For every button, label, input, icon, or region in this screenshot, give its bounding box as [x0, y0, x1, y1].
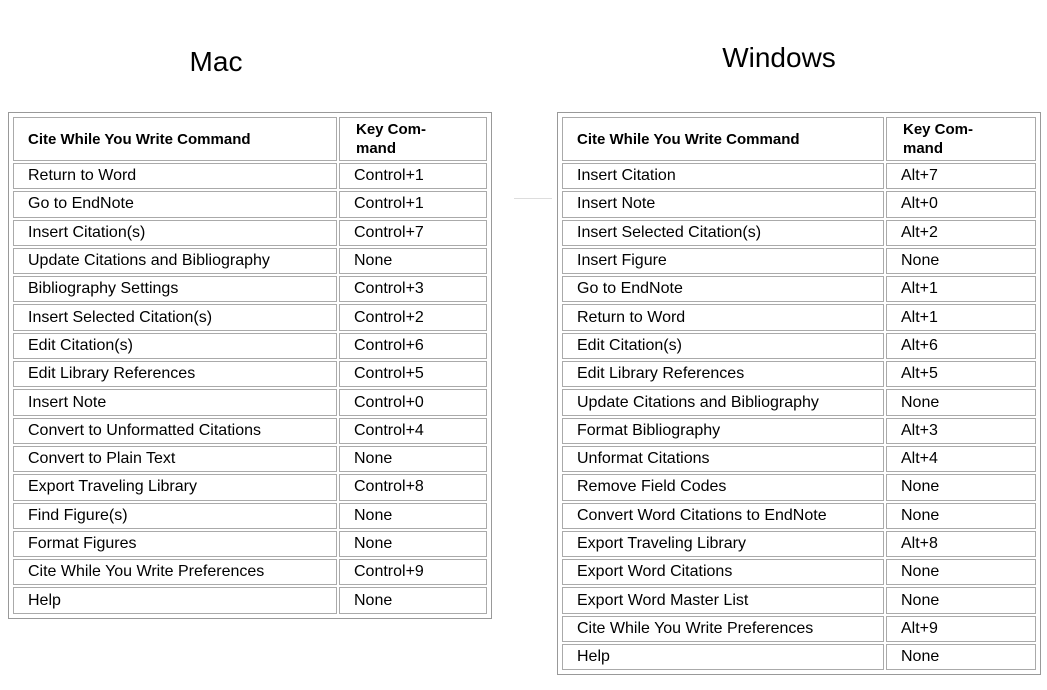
command-cell: Export Word Citations — [562, 559, 884, 585]
key-cell: Alt+4 — [886, 446, 1036, 472]
table-row — [562, 531, 1036, 557]
command-cell: Remove Field Codes — [562, 474, 884, 500]
command-cell: Update Citations and Bibliography — [13, 248, 337, 274]
command-cell: Export Word Master List — [562, 587, 884, 613]
key-cell: None — [339, 587, 487, 613]
key-cell: Control+2 — [339, 304, 487, 330]
key-cell: Control+4 — [339, 418, 487, 444]
table-row — [562, 220, 1036, 246]
command-column-header: Cite While You Write Command — [13, 117, 337, 161]
command-cell: Help — [562, 644, 884, 670]
key-cell: Control+6 — [339, 333, 487, 359]
key-cell: Alt+0 — [886, 191, 1036, 217]
command-cell: Convert to Plain Text — [13, 446, 337, 472]
key-cell: None — [886, 644, 1036, 670]
key-cell: Control+8 — [339, 474, 487, 500]
command-cell: Update Citations and Bibliography — [562, 389, 884, 415]
key-cell: None — [886, 559, 1036, 585]
table-row — [562, 333, 1036, 359]
command-cell: Find Figure(s) — [13, 503, 337, 529]
command-cell: Format Bibliography — [562, 418, 884, 444]
table-row — [13, 361, 487, 387]
key-cell: Control+0 — [339, 389, 487, 415]
command-cell: Format Figures — [13, 531, 337, 557]
table-row — [562, 503, 1036, 529]
table-row — [13, 220, 487, 246]
table-row — [13, 559, 487, 585]
table-row — [562, 361, 1036, 387]
table-header-row — [562, 117, 1036, 161]
key-column-header: Key Com- mand — [339, 117, 487, 161]
table-row — [13, 587, 487, 613]
command-cell: Insert Note — [562, 191, 884, 217]
table-row — [562, 248, 1036, 274]
table-row — [13, 304, 487, 330]
table-row — [13, 163, 487, 189]
key-cell: None — [886, 503, 1036, 529]
key-cell: None — [339, 503, 487, 529]
command-cell: Export Traveling Library — [562, 531, 884, 557]
key-cell: Alt+1 — [886, 276, 1036, 302]
key-cell: None — [339, 446, 487, 472]
key-cell: Control+3 — [339, 276, 487, 302]
command-cell: Edit Citation(s) — [13, 333, 337, 359]
command-cell: Cite While You Write Preferences — [13, 559, 337, 585]
key-cell: Alt+7 — [886, 163, 1036, 189]
table-header-row — [13, 117, 487, 161]
table-row — [13, 446, 487, 472]
table-row — [13, 531, 487, 557]
command-cell: Edit Citation(s) — [562, 333, 884, 359]
command-cell: Unformat Citations — [562, 446, 884, 472]
key-cell: Control+1 — [339, 163, 487, 189]
table-row — [562, 616, 1036, 642]
table-row — [13, 474, 487, 500]
key-cell: Alt+8 — [886, 531, 1036, 557]
table-row — [13, 389, 487, 415]
command-cell: Insert Figure — [562, 248, 884, 274]
table-row — [562, 446, 1036, 472]
key-cell: None — [886, 587, 1036, 613]
key-cell: None — [886, 248, 1036, 274]
table-row — [13, 333, 487, 359]
command-cell: Convert to Unformatted Citations — [13, 418, 337, 444]
key-cell: Control+1 — [339, 191, 487, 217]
table-row — [13, 191, 487, 217]
table-row — [562, 418, 1036, 444]
table-row — [562, 389, 1036, 415]
table-row — [562, 474, 1036, 500]
windows-title: Windows — [722, 42, 836, 73]
command-cell: Insert Selected Citation(s) — [562, 220, 884, 246]
mac-shortcuts-table-frame — [8, 112, 492, 619]
table-row — [562, 587, 1036, 613]
key-cell: Control+5 — [339, 361, 487, 387]
command-cell: Convert Word Citations to EndNote — [562, 503, 884, 529]
key-cell: Alt+6 — [886, 333, 1036, 359]
command-cell: Go to EndNote — [562, 276, 884, 302]
table-row — [562, 191, 1036, 217]
key-cell: Alt+9 — [886, 616, 1036, 642]
command-cell: Export Traveling Library — [13, 474, 337, 500]
command-cell: Go to EndNote — [13, 191, 337, 217]
command-cell: Edit Library References — [13, 361, 337, 387]
mac-shortcuts-table — [11, 115, 489, 616]
table-row — [13, 503, 487, 529]
windows-shortcuts-table-frame — [557, 112, 1041, 675]
command-cell: Cite While You Write Preferences — [562, 616, 884, 642]
command-cell: Return to Word — [562, 304, 884, 330]
key-cell: Alt+2 — [886, 220, 1036, 246]
table-row — [562, 276, 1036, 302]
command-column-header: Cite While You Write Command — [562, 117, 884, 161]
table-row — [13, 276, 487, 302]
command-cell: Insert Selected Citation(s) — [13, 304, 337, 330]
key-cell: None — [886, 474, 1036, 500]
key-cell: Control+9 — [339, 559, 487, 585]
table-row — [562, 163, 1036, 189]
command-cell: Return to Word — [13, 163, 337, 189]
command-cell: Insert Citation — [562, 163, 884, 189]
command-cell: Insert Note — [13, 389, 337, 415]
command-cell: Help — [13, 587, 337, 613]
key-column-header: Key Com- mand — [886, 117, 1036, 161]
key-cell: Alt+3 — [886, 418, 1036, 444]
key-cell: Control+7 — [339, 220, 487, 246]
key-cell: Alt+5 — [886, 361, 1036, 387]
table-row — [13, 418, 487, 444]
table-row — [562, 559, 1036, 585]
key-cell: Alt+1 — [886, 304, 1036, 330]
divider — [514, 198, 552, 199]
table-row — [562, 644, 1036, 670]
command-cell: Edit Library References — [562, 361, 884, 387]
key-cell: None — [339, 248, 487, 274]
command-cell: Insert Citation(s) — [13, 220, 337, 246]
windows-shortcuts-table — [560, 115, 1038, 672]
command-cell: Bibliography Settings — [13, 276, 337, 302]
mac-title: Mac — [189, 46, 243, 77]
table-row — [13, 248, 487, 274]
table-row — [562, 304, 1036, 330]
key-cell: None — [339, 531, 487, 557]
key-cell: None — [886, 389, 1036, 415]
